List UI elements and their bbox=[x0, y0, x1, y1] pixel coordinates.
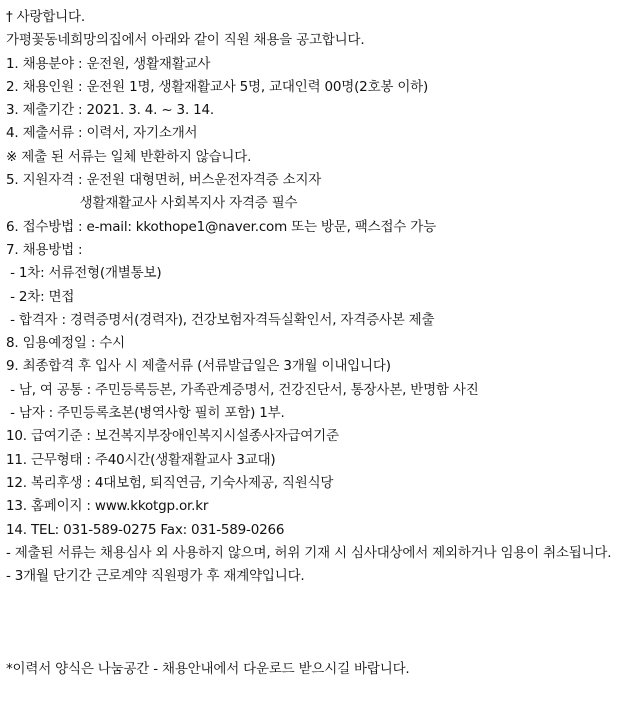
item-benefits: 12. 복리후생 : 4대보험, 퇴직연금, 기숙사제공, 직원식당 bbox=[6, 474, 334, 491]
item-submission-documents: 4. 제출서류 : 이력서, 자기소개서 bbox=[6, 125, 198, 142]
greeting-line: † 사랑합니다. bbox=[6, 9, 85, 25]
selection-step-2: - 2차: 면접 bbox=[6, 288, 75, 305]
note-no-return: ※ 제출 된 서류는 일체 반환하지 않습니다. bbox=[6, 148, 252, 165]
item-qualifications: 5. 지원자격 : 운전원 대형면허, 버스운전자격증 소지자 bbox=[6, 172, 322, 189]
item-application-method: 6. 접수방법 : e-mail: kkothope1@naver.com 또는 방문, 팩스접수 가능 bbox=[6, 218, 436, 235]
item-recruit-field: 1. 채용분야 : 운전원, 생활재활교사 bbox=[6, 55, 211, 72]
job-posting-document bbox=[6, 6, 630, 682]
selection-step-1: - 1차: 서류전형(개별통보) bbox=[6, 265, 162, 282]
selection-successful: - 합격자 : 경력증명서(경력자), 건강보험자격득실확인서, 자격증사본 제출 bbox=[6, 311, 435, 328]
spacer bbox=[6, 588, 630, 658]
item-appointment-date: 8. 임용예정일 : 수시 bbox=[6, 335, 125, 352]
item-selection-method: 7. 채용방법 : bbox=[6, 241, 83, 258]
item-homepage: 13. 홈페이지 : www.kkotgp.or.kr bbox=[6, 498, 209, 515]
item-final-documents: 9. 최종합격 후 입사 시 제출서류 (서류발급일은 3개월 이내입니다) bbox=[6, 358, 391, 375]
final-docs-male: - 남자 : 주민등록초본(병역사항 필히 포함) 1부. bbox=[6, 405, 285, 422]
item-salary-standard: 10. 급여기준 : 보건복지부장애인복지시설종사자급여기준 bbox=[6, 428, 339, 445]
item-recruit-count: 2. 채용인원 : 운전원 1명, 생활재활교사 5명, 교대인력 00명(2호봉 이하) bbox=[6, 78, 429, 95]
intro-line: 가평꽃동네희망의집에서 아래와 같이 직원 채용을 공고합니다. bbox=[6, 32, 365, 49]
item-work-type: 11. 근무형태 : 주40시간(생활재활교사 3교대) bbox=[6, 451, 276, 468]
item-qualifications-cont: 생활재활교사 사회복지사 자격증 필수 bbox=[6, 195, 298, 212]
footer-note: *이력서 양식은 나눔공간 - 채용안내에서 다운로드 받으시길 바랍니다. bbox=[6, 661, 410, 678]
item-submission-period: 3. 제출기간 : 2021. 3. 4. ~ 3. 14. bbox=[6, 102, 214, 119]
item-contact: 14. TEL: 031-589-0275 Fax: 031-589-0266 bbox=[6, 521, 285, 538]
final-docs-common: - 남, 여 공통 : 주민등록등본, 가족관계증명서, 건강진단서, 통장사본, 반명함 사진 bbox=[6, 381, 479, 398]
note-contract: - 3개월 단기간 근로계약 직원평가 후 재계약입니다. bbox=[6, 568, 305, 585]
note-rejection: - 제출된 서류는 채용심사 외 사용하지 않으며, 허위 기재 시 심사대상에서 제외하거나 임용이 취소됩니다. bbox=[6, 544, 612, 561]
